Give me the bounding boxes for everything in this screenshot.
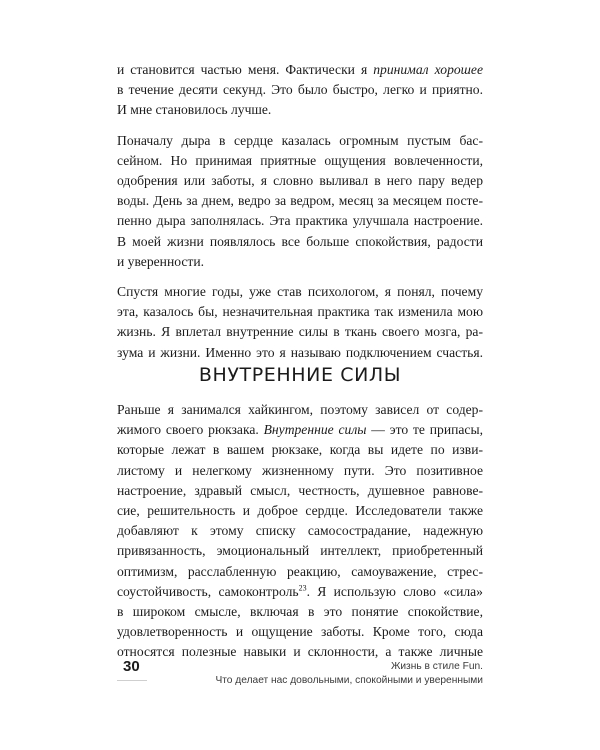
paragraph-2 — [117, 131, 483, 272]
paragraph-4-line: добавляют к этому списку самосострадание, надежную — [117, 523, 483, 539]
italic-phrase: принимал хорошее — [373, 62, 483, 77]
paragraph-2-line: воды. День за днем, ведро за ведром, месяц за месяцем посте- — [117, 193, 483, 209]
paragraph-4-line: в широком смысле, включая в это понятие спокойствие, — [117, 604, 483, 620]
paragraph-4-line: оптимизм, расслабленную реакцию, самоуважение, стрес- — [117, 563, 483, 579]
text-run: . Я использую слово «сила» — [306, 583, 483, 599]
paragraph-1-line-3: И мне становилось лучше. — [117, 102, 272, 118]
paragraph-4-line: листому и нелегкому жизненному пути. Это позитивное — [117, 462, 483, 478]
paragraph-4-line: удовлетворенность и ощущение заботы. Кроме того, сюда — [117, 624, 483, 640]
paragraph-4-line: сие, решительность и доброе сердце. Исследователи также — [117, 503, 483, 519]
paragraph-3-line: Спустя многие годы, уже став психологом, я понял, почему — [117, 284, 483, 300]
paragraph-2-line: одобрения или заботы, я словно выливал в него пару ведер — [117, 173, 483, 189]
paragraph-1 — [117, 60, 483, 121]
paragraph-2-line: Поначалу дыра в сердце казалась огромным пустым бас- — [117, 132, 483, 148]
paragraph-4 — [117, 400, 483, 663]
page-body — [117, 60, 483, 660]
running-title-line-2: Что делает нас довольными, спокойными и уверенными — [215, 675, 483, 686]
paragraph-4-line — [117, 420, 483, 440]
text-run: жимого своего рюкзака. — [117, 422, 264, 438]
paragraph-4-line — [117, 582, 483, 602]
paragraph-4-line: относятся полезные навыки и склонности, а также личные — [117, 644, 483, 660]
paragraph-4-line: привязанность, эмоциональный интеллект, приобретенный — [117, 543, 483, 559]
paragraph-4-line: которые лежат в вашем рюкзаке, когда вы идете по изви- — [117, 442, 483, 458]
paragraph-2-line: сейном. Но принимая приятные ощущения вовлеченности, — [117, 152, 483, 168]
page-footer — [117, 652, 483, 692]
paragraph-3 — [117, 282, 483, 363]
section-heading: ВНУТРЕННИЕ СИЛЫ — [198, 364, 402, 386]
footer-divider — [117, 680, 147, 681]
paragraph-1-line-2: в течение десяти секунд. Это было быстро, легко и приятно. — [117, 82, 483, 98]
text-run: и становится частью меня. Фактически я — [117, 62, 374, 77]
paragraph-3-line: зума и жизни. Именно это я называю подключением счастья. — [117, 344, 483, 360]
paragraph-4-line: настроение, здравый смысл, честность, душевное равнове- — [117, 482, 483, 498]
running-title-line-1: Жизнь в стиле Fun. — [390, 661, 483, 672]
page-number: 30 — [123, 658, 140, 675]
italic-phrase: Внутренние силы — [263, 422, 367, 438]
paragraph-2-line: пенно дыра заполнялась. Эта практика улучшала настроение. — [117, 213, 483, 229]
footnote-marker[interactable]: 23 — [298, 583, 307, 593]
paragraph-2-line: и уверенности. — [117, 253, 205, 269]
paragraph-4-line: Раньше я занимался хайкингом, поэтому зависел от содер- — [117, 402, 483, 417]
paragraph-3-line: эта, казалось бы, незначительная практика так изменила мою — [117, 304, 483, 320]
paragraph-3-line: жизнь. Я вплетал внутренние силы в ткань своего мозга, ра- — [117, 324, 483, 340]
paragraph-1-line-1 — [117, 60, 483, 80]
paragraph-2-line: В моей жизни появлялось все больше спокойствия, радости — [117, 233, 483, 249]
running-title — [215, 660, 483, 688]
text-run: — это те припасы, — [366, 422, 483, 438]
text-run: соустойчивость, самоконтроль — [117, 583, 299, 599]
